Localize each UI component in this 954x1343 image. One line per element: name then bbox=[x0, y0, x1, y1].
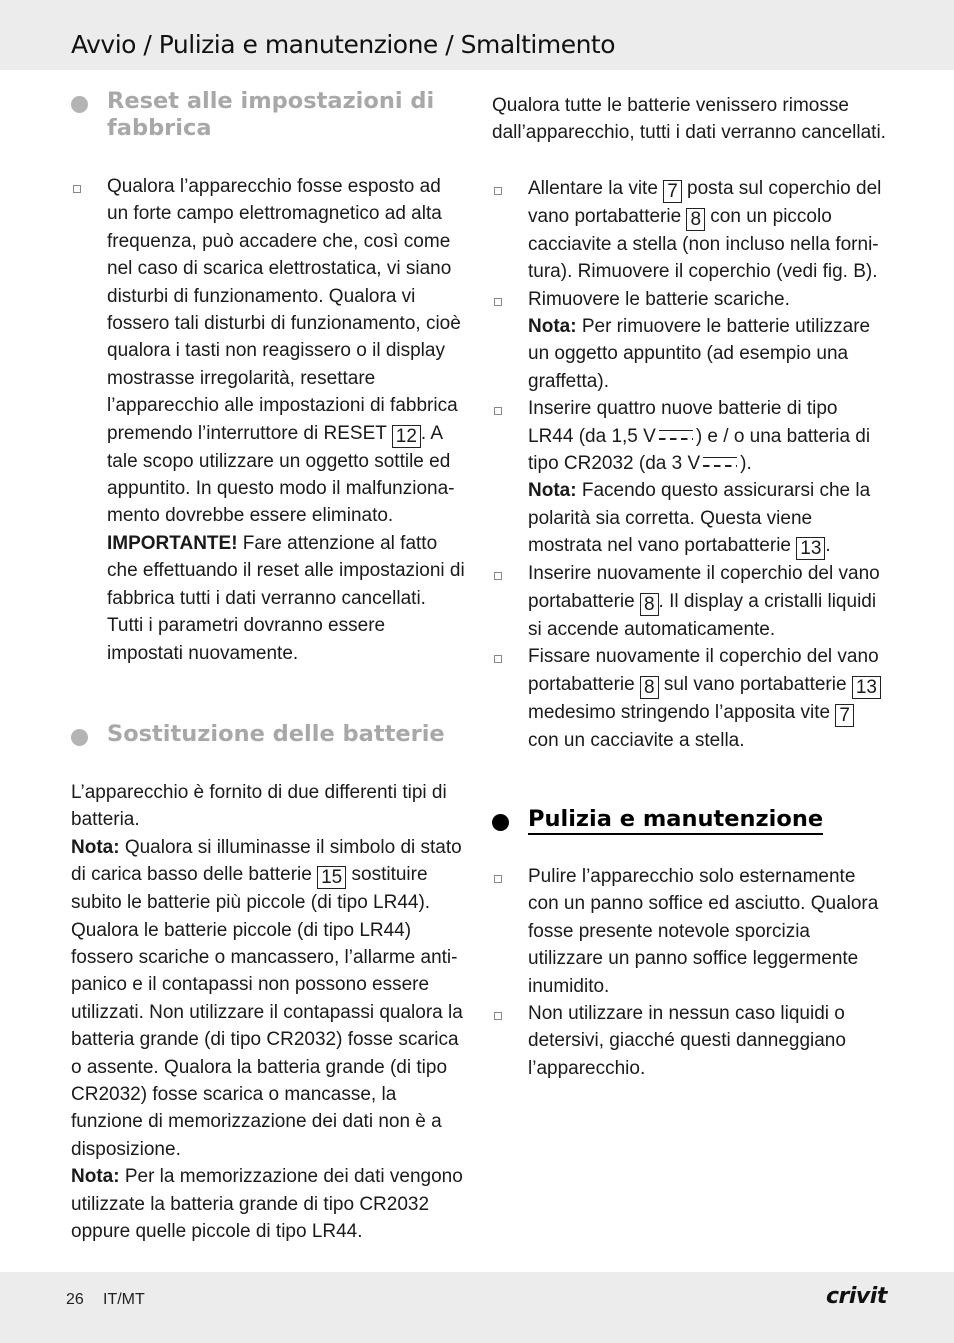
page-number: 26 bbox=[66, 1291, 84, 1308]
cleaning-section-heading bbox=[492, 806, 888, 835]
checkbox-bullet-icon bbox=[494, 655, 502, 663]
dc-symbol-icon bbox=[659, 430, 693, 441]
checkbox-bullet-icon bbox=[494, 407, 502, 415]
dc-symbol-icon bbox=[703, 457, 737, 468]
reset-list bbox=[71, 173, 465, 667]
left-column bbox=[71, 88, 465, 1245]
reference-number: 8 bbox=[640, 676, 659, 699]
battery-heading: Sostituzione delle batterie bbox=[107, 720, 445, 747]
reference-number: 13 bbox=[852, 676, 881, 699]
note-label: Nota: bbox=[71, 836, 120, 858]
checkbox-bullet-icon bbox=[73, 185, 81, 193]
checkbox-bullet-icon bbox=[494, 875, 502, 883]
checkbox-bullet-icon bbox=[494, 572, 502, 580]
battery-section-heading bbox=[71, 721, 465, 748]
language-code: IT/MT bbox=[103, 1291, 145, 1308]
reference-number: 15 bbox=[317, 866, 346, 889]
important-label: IMPORTANTE! bbox=[107, 532, 238, 554]
cleaning-heading: Pulizia e manutenzione bbox=[528, 806, 823, 835]
right-column bbox=[492, 92, 888, 1082]
note-label: Nota: bbox=[528, 480, 577, 502]
list-item: Rimuovere le batterie scariche. Nota: Per rimuovere le batterie utilizzare un oggetto appuntito (ad esempio una graffetta). bbox=[492, 286, 888, 396]
brand-logo: crivit bbox=[826, 1284, 887, 1309]
reference-number: 12 bbox=[392, 425, 421, 448]
list-item: Qualora l’apparecchio fosse esposto ad un forte campo elettromagnetico ad alta frequenza, può accadere che, così come nel caso di scarica elettrostatica, vi siano disturbi di funzionamento. Qualora vi fossero tali disturbi di funzionamento, cioè qualora i tasti non reagissero o il display mostrasse irregolarità, resettare l’apparecchio alle impostazioni di fabbrica premendo l’interruttore di RESET 12 . A tale scopo utilizzare un oggetto sottile ed appuntito. In questo modo il malfunzionamento dovrebbe essere eliminato. IMPORTANTE! Fare attenzione al fatto che effettuando il reset alle impostazioni di fabbrica tutti i dati verranno cancellati. Tutti i parametri dovranno essere impostati nuovamente. bbox=[71, 173, 465, 667]
reset-heading: Reset alle impostazioni di fabbrica bbox=[107, 88, 435, 141]
battery-intro: L’apparecchio è fornito di due differenti tipi di batteria. bbox=[71, 781, 447, 831]
list-item: Fissare nuovamente il coperchio del vano portabatterie 8 sul vano portabatterie 13 medesimo stringendo l’apposita vite 7 con un cacciavite a stella. bbox=[492, 643, 888, 754]
battery-steps-list bbox=[492, 175, 888, 754]
reference-number: 13 bbox=[796, 537, 825, 560]
bullet-dot-icon bbox=[71, 96, 88, 113]
list-item: Inserire quattro nuove batterie di tipo LR44 (da 1,5 V ) e / o una batteria di tipo CR2032 (da 3 V ). Nota: Facendo questo assicurarsi che la polarità sia corretta. Questa viene mostrata nel vano portabatterie 13 . bbox=[492, 395, 888, 560]
list-item: Pulire l’apparecchio solo esternamente con un panno soffice ed asciutto. Qualora fosse presente notevole sporcizia utilizzare un panno soffice leggermente inumidito. bbox=[492, 863, 888, 1000]
battery-note-2: Nota: Per la memorizzazione dei dati vengono utilizzate la batteria grande di tipo CR2032 oppure quelle piccole di tipo LR44. bbox=[71, 1166, 463, 1242]
list-item: Allentare la vite 7 posta sul coperchio del vano portabatterie 8 con un piccolo cacciavite a stella (non incluso nella fornitura). Rimuovere il coperchio (vedi fig. B). bbox=[492, 175, 888, 286]
note-label: Nota: bbox=[528, 316, 577, 338]
reference-number: 8 bbox=[640, 593, 659, 616]
list-item: Inserire nuovamente il coperchio del vano portabatterie 8 . Il display a cristalli liquidi si accende automaticamente. bbox=[492, 560, 888, 643]
reference-number: 7 bbox=[663, 180, 682, 203]
bullet-dot-icon bbox=[492, 814, 509, 831]
cleaning-list bbox=[492, 863, 888, 1082]
list-item: Non utilizzare in nessun caso liquidi o detersivi, giacché questi danneggiano l’apparecchio. bbox=[492, 1000, 888, 1082]
checkbox-bullet-icon bbox=[494, 298, 502, 306]
checkbox-bullet-icon bbox=[494, 187, 502, 195]
reference-number: 7 bbox=[835, 704, 854, 727]
checkbox-bullet-icon bbox=[494, 1012, 502, 1020]
note-label: Nota: bbox=[71, 1166, 120, 1188]
reset-section-heading bbox=[71, 88, 465, 142]
removal-intro: Qualora tutte le batterie venissero rimosse dall’apparecchio, tutti i dati verranno cancellati. bbox=[492, 95, 886, 144]
page-title: Avvio / Pulizia e manutenzione / Smaltimento bbox=[71, 30, 616, 59]
bullet-dot-icon bbox=[71, 729, 88, 746]
reference-number: 8 bbox=[686, 208, 705, 231]
battery-note-1: Nota: Qualora si illuminasse il simbolo di stato di carica basso delle batterie 15 sostituire subito le batterie più piccole (di tipo LR44). Qualora le batterie piccole (di tipo LR44) fossero scariche o mancassero, l’allarme antipanico e il contapassi non possono essere utilizzati. Non utilizzare il contapassi qualora la batteria grande (di tipo CR2032) fosse scarica o assente. Qualora la batteria grande (di tipo CR2032) fosse scarica o mancasse, la funzione di memorizzazione dei dati non è a disposizione. bbox=[71, 836, 463, 1160]
